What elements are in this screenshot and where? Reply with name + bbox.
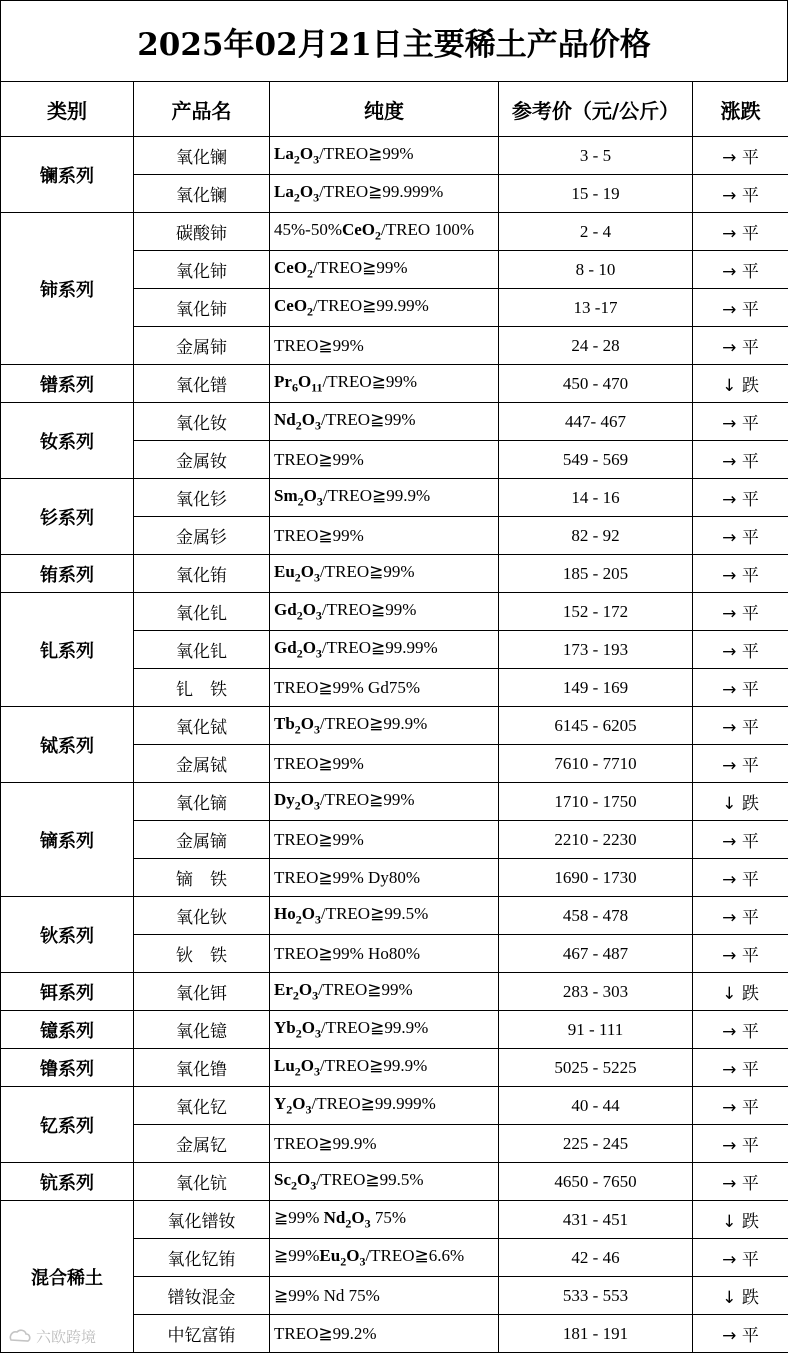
- product-name-cell: 氧化镧: [134, 175, 270, 213]
- change-cell: → 平: [693, 1315, 788, 1353]
- price-cell: 152 - 172: [499, 593, 693, 631]
- purity-segment: O: [303, 485, 317, 505]
- product-name-cell: 氧化镥: [134, 1049, 270, 1087]
- change-cell: → 平: [693, 821, 788, 859]
- change-cell: → 平: [693, 289, 788, 327]
- purity-cell: [270, 1125, 499, 1163]
- purity-segment: /TREO≧99.9%: [320, 713, 428, 733]
- price-cell: 4650 - 7650: [499, 1163, 693, 1201]
- purity-segment: /TREO≧99.999%: [311, 1093, 436, 1113]
- header-change: 涨跌: [693, 82, 788, 137]
- product-name-cell: 氧化钇铕: [134, 1239, 270, 1277]
- change-cell: ↓ 跌: [693, 1277, 788, 1315]
- watermark-text: 六欧跨境: [36, 1327, 97, 1346]
- category-cell: 镱系列: [1, 1011, 134, 1049]
- purity-cell: [270, 517, 499, 555]
- change-cell: → 平: [693, 251, 788, 289]
- price-cell: 42 - 46: [499, 1239, 693, 1277]
- purity-cell: [270, 403, 499, 441]
- product-name-cell: 钬 铁: [134, 935, 270, 973]
- purity-segment: 2: [291, 1178, 297, 1193]
- purity-segment: 3: [313, 152, 320, 167]
- header-category: 类别: [1, 82, 134, 137]
- purity-segment: CeO: [274, 295, 308, 315]
- purity-segment: /TREO≧99%: [320, 561, 415, 581]
- product-name-cell: 钆 铁: [134, 669, 270, 707]
- header-purity: 纯度: [270, 82, 499, 137]
- purity-segment: ≧99%: [274, 1207, 324, 1227]
- purity-segment: 3: [364, 1216, 371, 1231]
- change-cell: → 平: [693, 897, 788, 935]
- product-name-cell: 镨钕混金: [134, 1277, 270, 1315]
- table-row: [1, 213, 788, 251]
- purity-cell: [270, 1277, 499, 1315]
- price-cell: 8 - 10: [499, 251, 693, 289]
- category-cell: 钇系列: [1, 1087, 134, 1163]
- category-cell: 铽系列: [1, 707, 134, 783]
- purity-segment: /TREO≧99%: [313, 257, 408, 277]
- purity-cell: [270, 1049, 499, 1087]
- table-row: [1, 479, 788, 517]
- purity-segment: 2: [292, 988, 299, 1003]
- price-cell: 533 - 553: [499, 1277, 693, 1315]
- price-cell: 82 - 92: [499, 517, 693, 555]
- product-name-cell: 氧化镨: [134, 365, 270, 403]
- table-row: [1, 403, 788, 441]
- purity-segment: TREO≧99%: [274, 449, 364, 469]
- purity-segment: Dy: [274, 789, 295, 809]
- price-cell: 447- 467: [499, 403, 693, 441]
- purity-segment: Gd: [274, 637, 297, 657]
- price-cell: 5025 - 5225: [499, 1049, 693, 1087]
- category-cell: 钪系列: [1, 1163, 134, 1201]
- change-cell: → 平: [693, 859, 788, 897]
- purity-segment: 2: [340, 1254, 347, 1269]
- price-cell: 149 - 169: [499, 669, 693, 707]
- change-cell: → 平: [693, 669, 788, 707]
- purity-segment: 2: [293, 152, 300, 167]
- purity-segment: 3: [314, 1026, 321, 1041]
- purity-segment: O: [346, 1245, 360, 1265]
- purity-segment: O: [301, 1017, 315, 1037]
- purity-segment: O: [297, 371, 312, 391]
- purity-cell: [270, 479, 499, 517]
- purity-segment: 75%: [370, 1207, 407, 1227]
- purity-segment: /TREO≧99%: [318, 979, 413, 999]
- purity-segment: 45%-50%: [274, 219, 342, 239]
- change-cell: → 平: [693, 175, 788, 213]
- purity-segment: /TREO 100%: [381, 219, 475, 239]
- purity-segment: O: [292, 1093, 306, 1113]
- purity-segment: CeO: [274, 257, 308, 277]
- purity-cell: [270, 707, 499, 745]
- product-name-cell: 金属钇: [134, 1125, 270, 1163]
- purity-segment: 6: [291, 380, 298, 395]
- purity-segment: 2: [294, 722, 301, 737]
- category-cell: 镥系列: [1, 1049, 134, 1087]
- product-name-cell: 氧化镱: [134, 1011, 270, 1049]
- category-cell: 钆系列: [1, 593, 134, 707]
- purity-cell: [270, 289, 499, 327]
- product-name-cell: 氧化镝: [134, 783, 270, 821]
- purity-segment: 3: [316, 494, 323, 509]
- purity-segment: 2: [295, 418, 302, 433]
- change-cell: ↓ 跌: [693, 973, 788, 1011]
- purity-segment: Nd: [274, 409, 296, 429]
- purity-segment: O: [300, 1055, 315, 1075]
- category-cell: 镨系列: [1, 365, 134, 403]
- purity-segment: Tb: [274, 713, 295, 733]
- change-cell: → 平: [693, 555, 788, 593]
- purity-segment: Sc: [274, 1169, 291, 1189]
- category-cell: 铒系列: [1, 973, 134, 1011]
- change-cell: → 平: [693, 707, 788, 745]
- change-cell: ↓ 跌: [693, 1201, 788, 1239]
- purity-cell: [270, 593, 499, 631]
- watermark-logo-icon: [8, 1328, 32, 1344]
- purity-segment: O: [302, 599, 316, 619]
- purity-segment: Lu: [274, 1055, 295, 1075]
- purity-segment: Er: [274, 979, 293, 999]
- purity-segment: 3: [314, 570, 321, 585]
- purity-segment: 3: [314, 722, 321, 737]
- product-name-cell: 氧化钪: [134, 1163, 270, 1201]
- purity-segment: 3: [314, 418, 321, 433]
- price-table: [0, 81, 788, 1353]
- purity-cell: [270, 175, 499, 213]
- price-cell: 40 - 44: [499, 1087, 693, 1125]
- product-name-cell: 镝 铁: [134, 859, 270, 897]
- change-cell: → 平: [693, 1125, 788, 1163]
- purity-cell: [270, 1201, 499, 1239]
- category-cell: 钕系列: [1, 403, 134, 479]
- price-cell: 181 - 191: [499, 1315, 693, 1353]
- purity-segment: TREO≧99%: [274, 829, 364, 849]
- purity-segment: /TREO≧99.9%: [322, 485, 431, 505]
- product-name-cell: 金属铈: [134, 327, 270, 365]
- category-cell: 钐系列: [1, 479, 134, 555]
- product-name-cell: 氧化铽: [134, 707, 270, 745]
- price-cell: 1710 - 1750: [499, 783, 693, 821]
- purity-segment: Gd: [274, 599, 297, 619]
- category-cell: 钬系列: [1, 897, 134, 973]
- purity-segment: 11: [311, 380, 323, 395]
- purity-segment: 2: [294, 570, 301, 585]
- purity-segment: 2: [296, 608, 303, 623]
- purity-segment: ≧99% Nd 75%: [274, 1285, 380, 1305]
- price-cell: 24 - 28: [499, 327, 693, 365]
- change-cell: → 平: [693, 327, 788, 365]
- purity-cell: [270, 859, 499, 897]
- price-cell: 549 - 569: [499, 441, 693, 479]
- purity-segment: /TREO≧99.99%: [321, 637, 438, 657]
- purity-segment: TREO≧99% Dy80%: [274, 867, 420, 887]
- purity-segment: TREO≧99% Ho80%: [274, 943, 420, 963]
- purity-segment: Sm: [274, 485, 298, 505]
- price-cell: 13 -17: [499, 289, 693, 327]
- purity-cell: [270, 251, 499, 289]
- purity-segment: 3: [315, 646, 322, 661]
- table-row: [1, 1087, 788, 1125]
- purity-segment: /TREO≧99.5%: [316, 1169, 424, 1189]
- purity-segment: O: [298, 979, 313, 999]
- table-row: [1, 1163, 788, 1201]
- purity-segment: ≧99%: [274, 1245, 320, 1265]
- purity-segment: /TREO≧99%: [322, 371, 418, 391]
- purity-segment: O: [300, 789, 315, 809]
- table-row: [1, 707, 788, 745]
- purity-segment: TREO≧99%: [274, 335, 364, 355]
- change-cell: → 平: [693, 1011, 788, 1049]
- change-cell: → 平: [693, 441, 788, 479]
- change-cell: → 平: [693, 517, 788, 555]
- table-row: [1, 783, 788, 821]
- price-cell: 431 - 451: [499, 1201, 693, 1239]
- purity-segment: 3: [310, 1178, 317, 1193]
- change-cell: → 平: [693, 745, 788, 783]
- change-cell: → 平: [693, 479, 788, 517]
- product-name-cell: 中钇富铕: [134, 1315, 270, 1353]
- purity-segment: O: [299, 181, 314, 201]
- purity-segment: La: [274, 143, 294, 163]
- price-cell: 458 - 478: [499, 897, 693, 935]
- product-name-cell: 氧化铈: [134, 289, 270, 327]
- header-product: 产品名: [134, 82, 270, 137]
- purity-cell: [270, 365, 499, 403]
- purity-cell: [270, 441, 499, 479]
- purity-segment: 2: [295, 912, 302, 927]
- purity-segment: O: [301, 409, 315, 429]
- purity-cell: [270, 327, 499, 365]
- purity-segment: O: [301, 903, 315, 923]
- price-cell: 450 - 470: [499, 365, 693, 403]
- category-cell: 铕系列: [1, 555, 134, 593]
- purity-segment: 2: [294, 1064, 301, 1079]
- purity-segment: O: [300, 713, 315, 733]
- purity-segment: Yb: [274, 1017, 296, 1037]
- purity-segment: /TREO≧99%: [320, 789, 415, 809]
- price-cell: 14 - 16: [499, 479, 693, 517]
- product-name-cell: 氧化铈: [134, 251, 270, 289]
- purity-segment: Nd: [323, 1207, 346, 1227]
- table-row: [1, 593, 788, 631]
- product-name-cell: 金属钐: [134, 517, 270, 555]
- change-cell: → 平: [693, 137, 788, 175]
- purity-segment: 3: [314, 798, 321, 813]
- purity-segment: O: [299, 143, 314, 163]
- purity-cell: [270, 669, 499, 707]
- table-body: [1, 137, 788, 1353]
- category-cell: 混合稀土: [1, 1201, 134, 1353]
- table-row: [1, 973, 788, 1011]
- purity-segment: /TREO≧99%: [319, 143, 414, 163]
- table-row: [1, 1049, 788, 1087]
- purity-cell: [270, 137, 499, 175]
- purity-segment: 2: [294, 798, 301, 813]
- product-name-cell: 氧化钐: [134, 479, 270, 517]
- table-row: [1, 555, 788, 593]
- purity-segment: TREO≧99%: [274, 753, 364, 773]
- purity-segment: Pr: [274, 371, 292, 391]
- purity-segment: TREO≧99.9%: [274, 1133, 377, 1153]
- purity-segment: 2: [345, 1216, 352, 1231]
- purity-cell: [270, 783, 499, 821]
- purity-segment: /TREO≧99.999%: [319, 181, 444, 201]
- purity-cell: [270, 555, 499, 593]
- change-cell: → 平: [693, 1049, 788, 1087]
- table-row: [1, 897, 788, 935]
- purity-segment: 3: [315, 608, 322, 623]
- purity-segment: Eu: [319, 1245, 341, 1265]
- price-cell: 2210 - 2230: [499, 821, 693, 859]
- price-cell: 283 - 303: [499, 973, 693, 1011]
- category-cell: 铈系列: [1, 213, 134, 365]
- product-name-cell: 氧化钬: [134, 897, 270, 935]
- category-cell: 镝系列: [1, 783, 134, 897]
- purity-segment: /TREO≧99%: [320, 409, 416, 429]
- purity-segment: La: [274, 181, 294, 201]
- purity-segment: 3: [313, 190, 320, 205]
- product-name-cell: 金属钕: [134, 441, 270, 479]
- purity-cell: [270, 1011, 499, 1049]
- purity-segment: O: [297, 1169, 311, 1189]
- purity-segment: TREO≧99.2%: [274, 1323, 377, 1343]
- price-cell: 1690 - 1730: [499, 859, 693, 897]
- purity-segment: Eu: [274, 561, 295, 581]
- purity-segment: 3: [312, 988, 319, 1003]
- table-row: [1, 365, 788, 403]
- change-cell: → 平: [693, 1163, 788, 1201]
- price-cell: 6145 - 6205: [499, 707, 693, 745]
- purity-cell: [270, 973, 499, 1011]
- table-row: [1, 137, 788, 175]
- product-name-cell: 氧化铒: [134, 973, 270, 1011]
- purity-segment: CeO: [341, 219, 376, 239]
- change-cell: ↓ 跌: [693, 783, 788, 821]
- purity-segment: /TREO≧6.6%: [365, 1245, 465, 1265]
- page-title: 2025年02月21日主要稀土产品价格: [0, 0, 788, 81]
- purity-segment: 2: [297, 494, 304, 509]
- purity-cell: [270, 745, 499, 783]
- price-cell: 7610 - 7710: [499, 745, 693, 783]
- purity-segment: 2: [296, 646, 303, 661]
- change-cell: → 平: [693, 631, 788, 669]
- category-cell: 镧系列: [1, 137, 134, 213]
- purity-segment: 2: [286, 1102, 293, 1117]
- purity-cell: [270, 821, 499, 859]
- product-name-cell: 碳酸铈: [134, 213, 270, 251]
- price-cell: 225 - 245: [499, 1125, 693, 1163]
- purity-cell: [270, 1239, 499, 1277]
- product-name-cell: 金属镝: [134, 821, 270, 859]
- change-cell: → 平: [693, 403, 788, 441]
- table-row: [1, 1011, 788, 1049]
- purity-segment: 3: [314, 912, 321, 927]
- price-cell: 467 - 487: [499, 935, 693, 973]
- purity-segment: /TREO≧99.9%: [320, 1017, 429, 1037]
- purity-cell: [270, 631, 499, 669]
- price-cell: 91 - 111: [499, 1011, 693, 1049]
- product-name-cell: 氧化铕: [134, 555, 270, 593]
- table-header-row: [1, 82, 788, 137]
- purity-cell: [270, 935, 499, 973]
- purity-segment: TREO≧99% Gd75%: [274, 677, 420, 697]
- purity-segment: /TREO≧99.99%: [313, 295, 429, 315]
- purity-segment: Y: [274, 1093, 287, 1113]
- purity-segment: TREO≧99%: [274, 525, 364, 545]
- change-cell: → 平: [693, 593, 788, 631]
- price-cell: 2 - 4: [499, 213, 693, 251]
- purity-segment: O: [300, 561, 315, 581]
- price-cell: 3 - 5: [499, 137, 693, 175]
- change-cell: → 平: [693, 1239, 788, 1277]
- product-name-cell: 金属铽: [134, 745, 270, 783]
- purity-cell: [270, 897, 499, 935]
- product-name-cell: 氧化镨钕: [134, 1201, 270, 1239]
- table-row: [1, 1201, 788, 1239]
- change-cell: → 平: [693, 213, 788, 251]
- purity-segment: /TREO≧99.9%: [320, 1055, 428, 1075]
- price-cell: 185 - 205: [499, 555, 693, 593]
- product-name-cell: 氧化镧: [134, 137, 270, 175]
- purity-cell: [270, 213, 499, 251]
- watermark: [8, 1326, 96, 1346]
- purity-segment: /TREO≧99%: [321, 599, 417, 619]
- purity-segment: 2: [307, 304, 314, 319]
- price-cell: 173 - 193: [499, 631, 693, 669]
- purity-cell: [270, 1315, 499, 1353]
- change-cell: → 平: [693, 935, 788, 973]
- purity-segment: 2: [295, 1026, 302, 1041]
- product-name-cell: 氧化钆: [134, 593, 270, 631]
- purity-segment: Ho: [274, 903, 296, 923]
- purity-segment: O: [302, 637, 316, 657]
- change-cell: ↓ 跌: [693, 365, 788, 403]
- purity-cell: [270, 1087, 499, 1125]
- header-price: 参考价（元/公斤）: [499, 82, 693, 137]
- purity-segment: O: [351, 1207, 365, 1227]
- price-cell: 15 - 19: [499, 175, 693, 213]
- change-cell: → 平: [693, 1087, 788, 1125]
- purity-segment: 3: [359, 1254, 366, 1269]
- purity-cell: [270, 1163, 499, 1201]
- purity-segment: 3: [314, 1064, 321, 1079]
- purity-segment: 2: [293, 190, 300, 205]
- purity-segment: 2: [307, 266, 314, 281]
- product-name-cell: 氧化钆: [134, 631, 270, 669]
- product-name-cell: 氧化钇: [134, 1087, 270, 1125]
- purity-segment: 2: [375, 228, 382, 243]
- purity-segment: 3: [305, 1102, 312, 1117]
- product-name-cell: 氧化钕: [134, 403, 270, 441]
- purity-segment: /TREO≧99.5%: [320, 903, 429, 923]
